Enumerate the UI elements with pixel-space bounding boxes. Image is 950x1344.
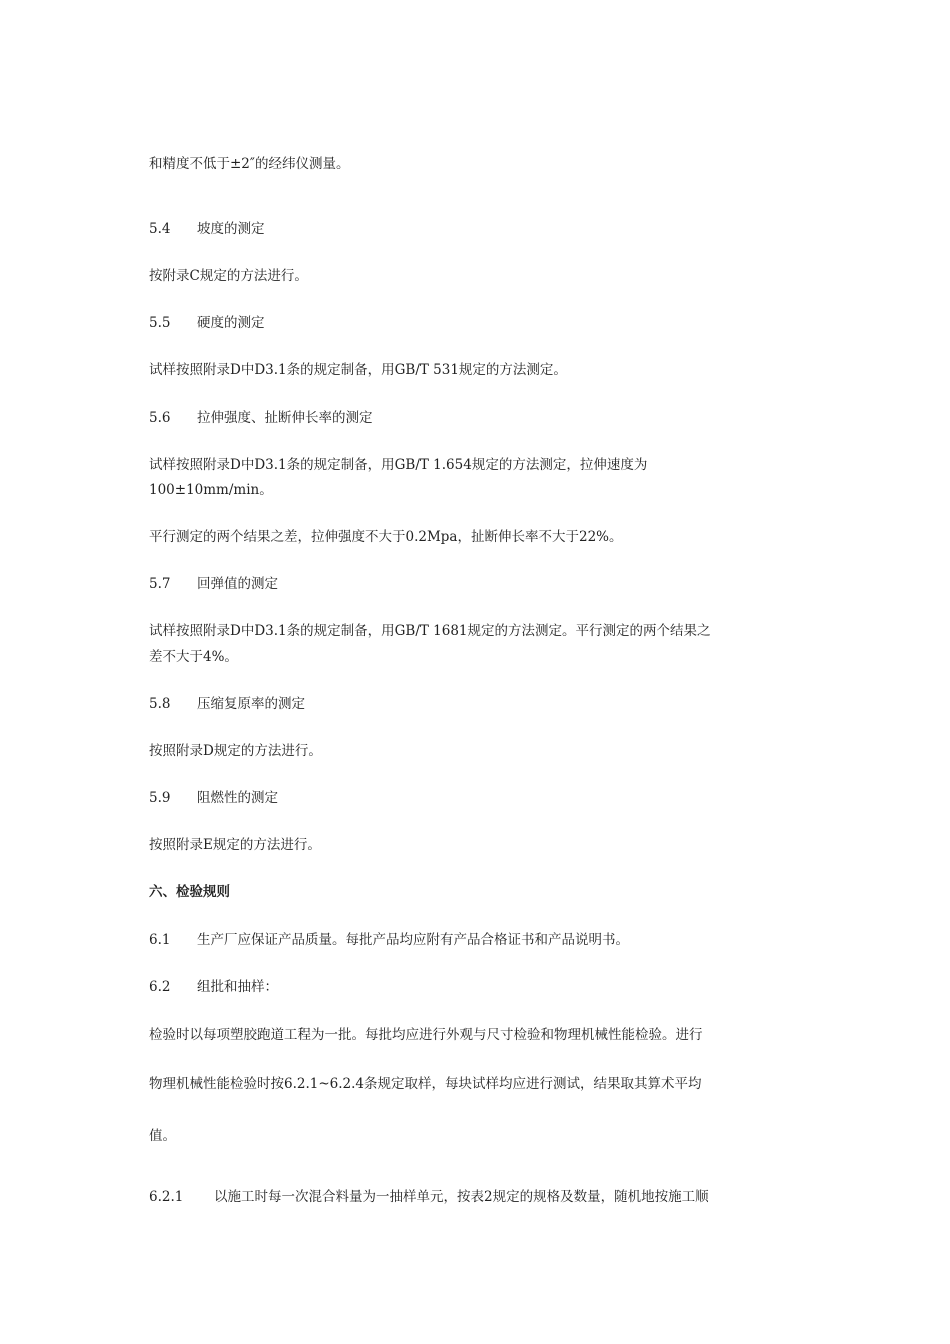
chapter-heading: 六、检验规则: [149, 884, 230, 900]
paragraph-text: 试样按照附录D中D3.1条的规定制备，用GB/T 1681规定的方法测定。平行测定的两个结果之: [149, 623, 711, 639]
paragraph-text: 100±10mm/min。: [149, 482, 273, 498]
section-number: 5.8: [149, 696, 171, 712]
section-heading-5-7: [149, 575, 278, 593]
section-title: 压缩复原率的测定: [197, 696, 305, 712]
paragraph-text: 值。: [149, 1128, 176, 1144]
section-title: 组批和抽样：: [197, 979, 278, 995]
section-title: 硬度的测定: [197, 315, 265, 331]
section-heading-5-4: [149, 220, 265, 238]
paragraph-text: 按附录C规定的方法进行。: [149, 268, 308, 284]
section-heading-5-5: [149, 314, 265, 332]
section-number: 5.6: [149, 410, 171, 426]
paragraph-text: 和精度不低于±2″的经纬仪测量。: [149, 156, 350, 172]
paragraph-text: 按照附录D规定的方法进行。: [149, 743, 322, 759]
section-title: 坡度的测定: [197, 221, 265, 237]
paragraph-text: 按照附录E规定的方法进行。: [149, 837, 321, 853]
section-6-1: [149, 931, 629, 949]
section-6-2-1: [149, 1188, 709, 1206]
paragraph-text: 检验时以每项塑胶跑道工程为一批。每批均应进行外观与尺寸检验和物理机械性能检验。进行: [149, 1027, 703, 1043]
section-title: 拉伸强度、扯断伸长率的测定: [197, 410, 373, 426]
section-heading-5-9: [149, 789, 278, 807]
paragraph-text: 平行测定的两个结果之差，拉伸强度不大于0.2Mpa，扯断伸长率不大于22%。: [149, 529, 623, 545]
section-number: 5.5: [149, 315, 171, 331]
section-text: 以施工时每一次混合料量为一抽样单元，按表2规定的规格及数量，随机地按施工顺: [214, 1189, 709, 1205]
section-number: 5.9: [149, 790, 171, 806]
paragraph-text: 物理机械性能检验时按6.2.1~6.2.4条规定取样，每块试样均应进行测试，结果取其算术平均: [149, 1076, 702, 1092]
section-title: 阻燃性的测定: [197, 790, 278, 806]
section-number: 5.7: [149, 576, 171, 592]
section-number: 6.2.1: [149, 1189, 184, 1205]
section-title: 回弹值的测定: [197, 576, 278, 592]
paragraph-text: 试样按照附录D中D3.1条的规定制备，用GB/T 1.654规定的方法测定，拉伸速度为: [149, 457, 648, 473]
section-number: 6.1: [149, 932, 171, 948]
section-heading-5-6: [149, 409, 373, 427]
section-heading-5-8: [149, 695, 305, 713]
paragraph-text: 试样按照附录D中D3.1条的规定制备，用GB/T 531规定的方法测定。: [149, 362, 567, 378]
section-heading-6-2: [149, 978, 278, 996]
section-number: 6.2: [149, 979, 171, 995]
section-text: 生产厂应保证产品质量。每批产品均应附有产品合格证书和产品说明书。: [197, 932, 629, 948]
paragraph-text: 差不大于4%。: [149, 649, 238, 665]
section-number: 5.4: [149, 221, 171, 237]
